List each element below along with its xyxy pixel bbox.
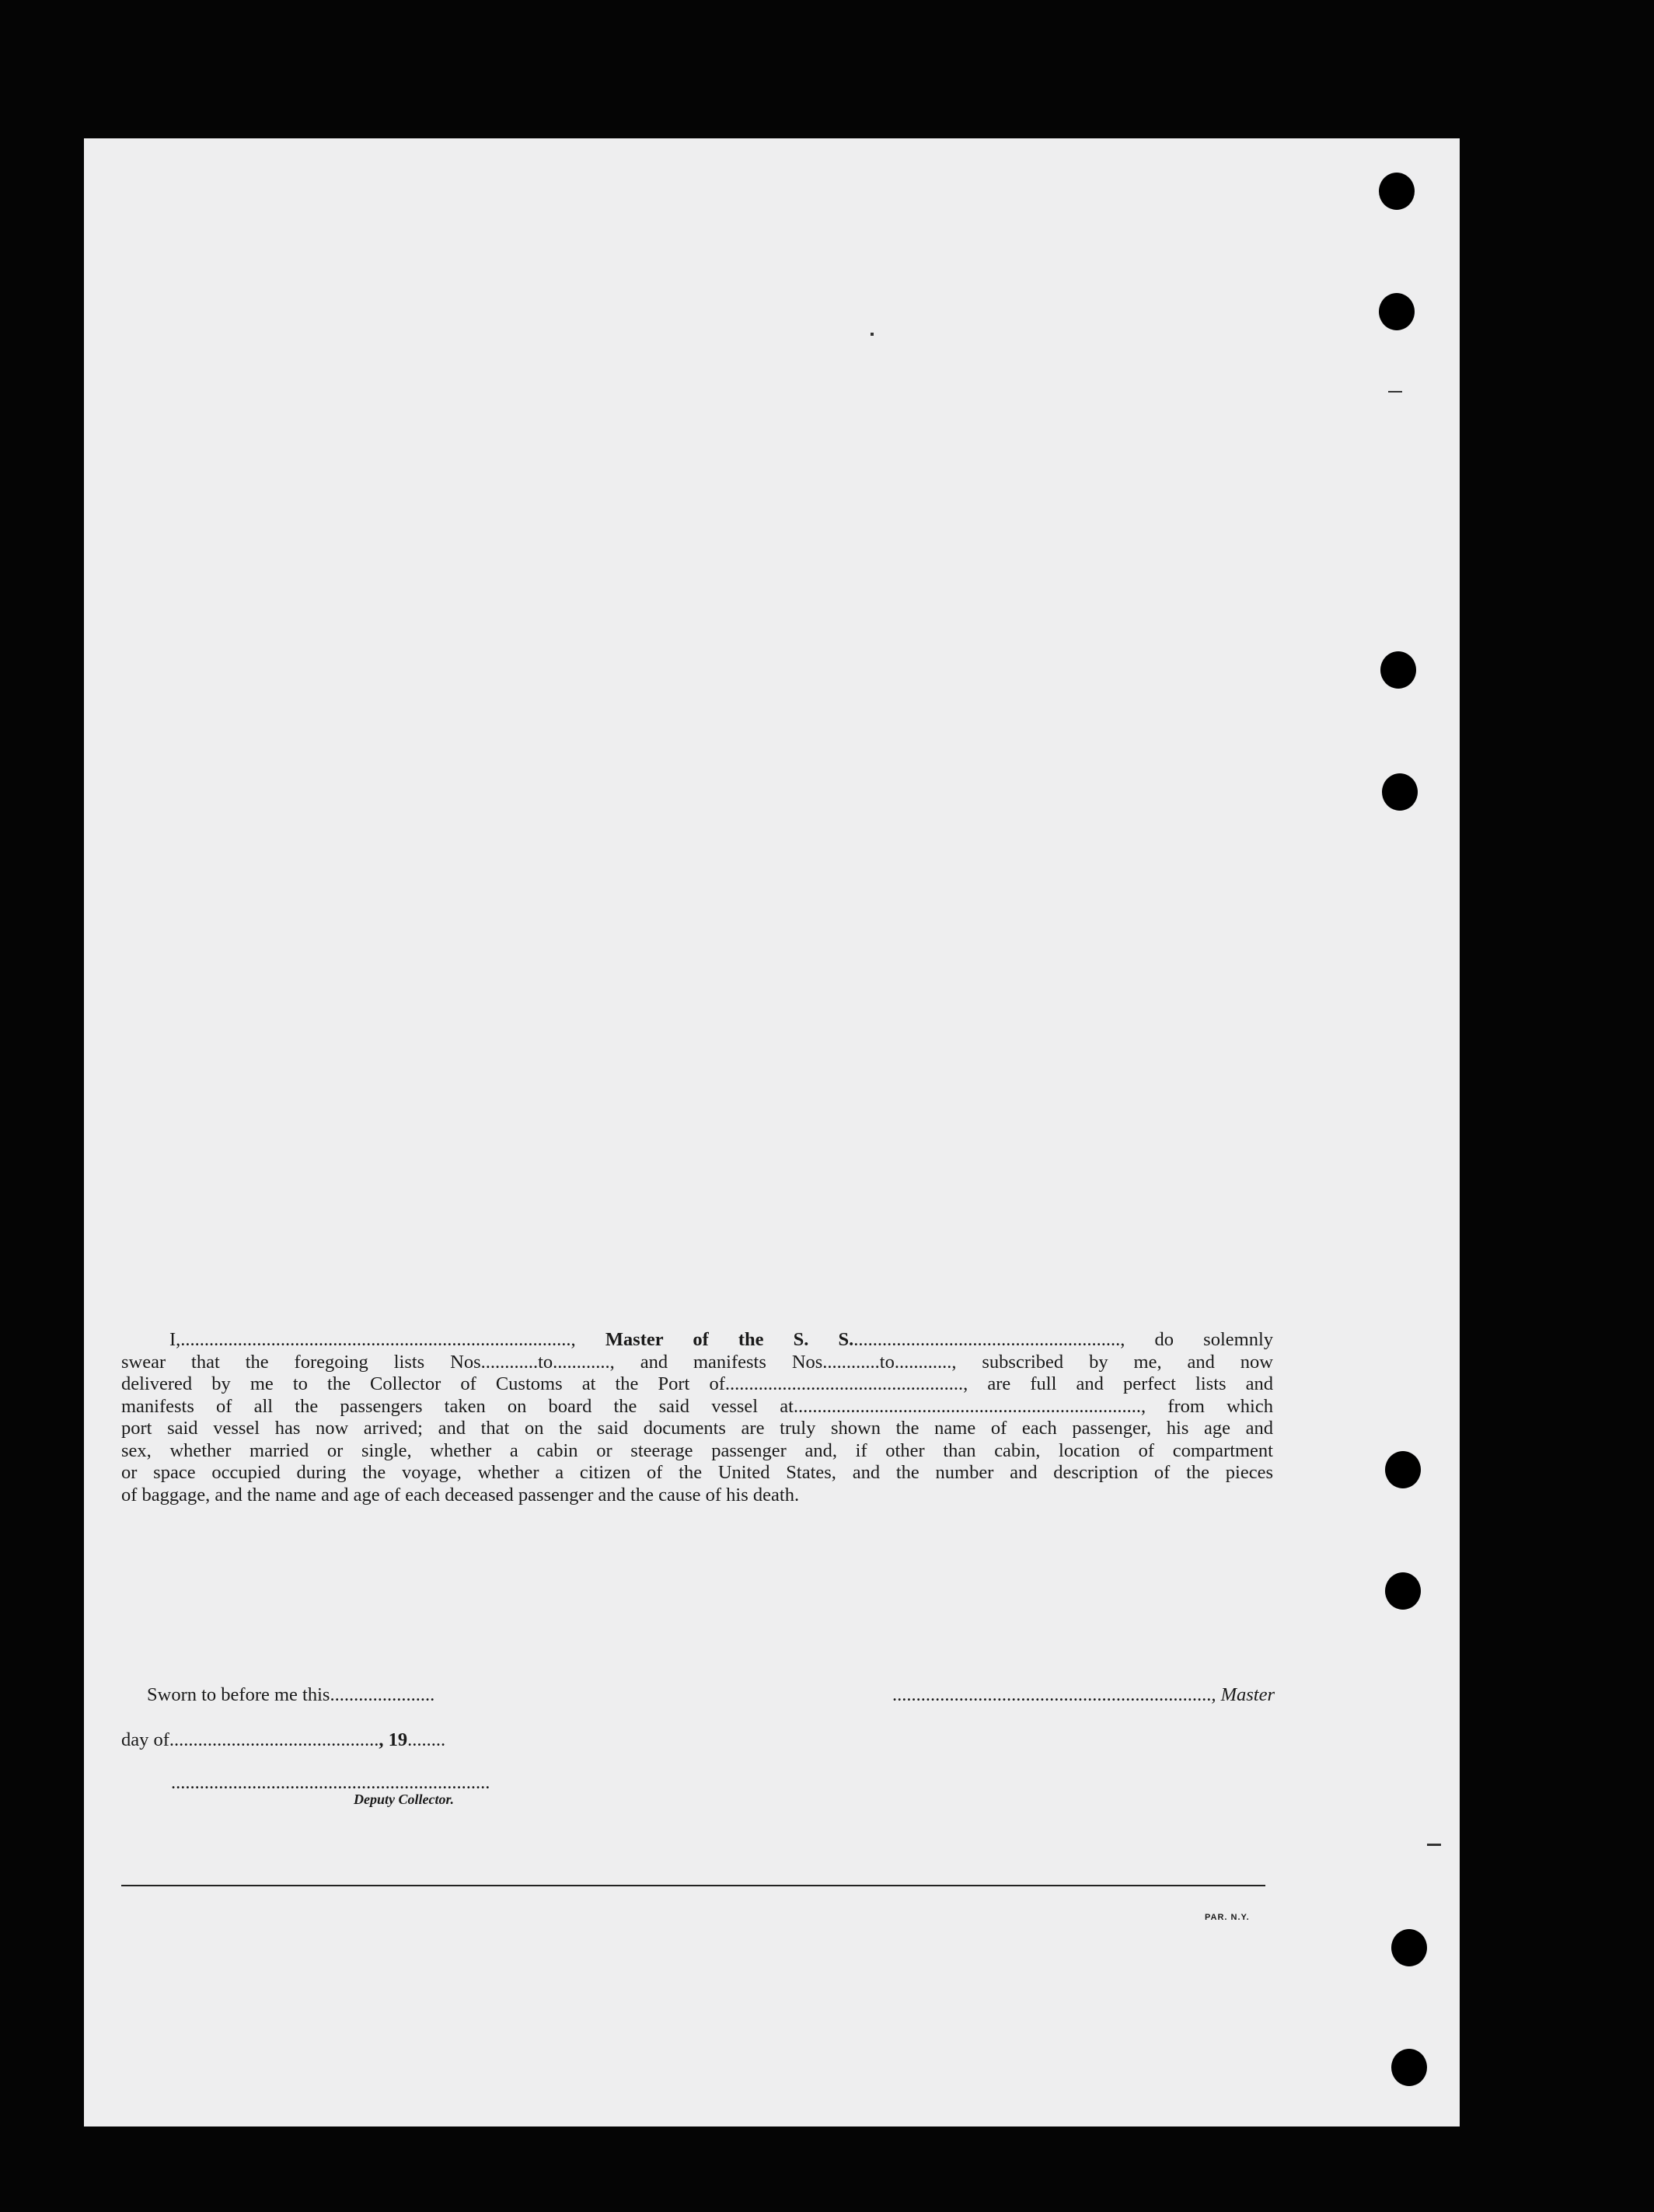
- oath-text: delivered by me to the Collector of Customs at the Port of: [121, 1373, 725, 1394]
- manifest-page: [84, 138, 1460, 2127]
- oath-line-1: I,.................................................................................., Master of the S. S........................................................., do solemnly: [169, 1329, 1273, 1350]
- oath-text: I,: [169, 1329, 181, 1350]
- oath-text: , from which: [1141, 1395, 1273, 1417]
- binder-hole: [1379, 293, 1415, 330]
- oath-line-5: port said vessel has now arrived; and that on the said documents are truly shown the name of each passenger, his age and: [121, 1418, 1273, 1439]
- day-of-label: day of: [121, 1729, 169, 1750]
- binder-hole: [1380, 651, 1416, 689]
- ship-label: Master of the S. S.: [605, 1329, 854, 1350]
- oath-text: to: [538, 1351, 553, 1373]
- oath-line-2: swear that the foregoing lists Nos............to............, and manifests Nos............to............, subscribed by me, and now: [121, 1351, 1273, 1373]
- year-label: , 19: [379, 1729, 408, 1750]
- oath-text: swear that the foregoing lists Nos: [121, 1351, 481, 1373]
- deputy-signature-line: ...................................................................: [171, 1772, 490, 1793]
- oath-text: , and manifests Nos: [609, 1351, 823, 1373]
- oath-line-4: manifests of all the passengers taken on board the said vessel at........................................................................., from which: [121, 1395, 1273, 1417]
- oath-text: to: [879, 1351, 895, 1373]
- deputy-collector-label: Deputy Collector.: [354, 1792, 454, 1807]
- binder-hole: [1385, 1451, 1421, 1488]
- masters-oath: [121, 1329, 1273, 1506]
- scan-speck: [1388, 391, 1402, 393]
- binder-hole: [1391, 1929, 1427, 1966]
- footer-rule: [121, 1885, 1265, 1886]
- sworn-to-line: Sworn to before me this......................: [147, 1684, 435, 1705]
- binder-hole: [1385, 1572, 1421, 1610]
- oath-line-3: delivered by me to the Collector of Customs at the Port of.................................................., are full and perfect lists and: [121, 1373, 1274, 1394]
- scan-speck: [871, 333, 874, 336]
- oath-text: manifests of all the passengers taken on board the said vessel at: [121, 1395, 794, 1417]
- oath-text: , subscribed by me, and now: [951, 1351, 1273, 1373]
- binder-hole: [1382, 773, 1418, 811]
- binder-hole: [1391, 2049, 1427, 2086]
- master-label: , Master: [1211, 1684, 1275, 1705]
- master-signature-line: ..................................................................., Master: [892, 1684, 1275, 1705]
- oath-text: , do solemnly: [1120, 1329, 1273, 1350]
- sworn-label: Sworn to before me this: [147, 1684, 330, 1705]
- printer-mark: PAR. N.Y.: [1205, 1913, 1250, 1922]
- oath-line-7: or space occupied during the voyage, whether a citizen of the United States, and the number and description of the pieces: [121, 1462, 1273, 1483]
- day-of-line: day of............................................, 19........: [121, 1729, 446, 1750]
- oath-line-8: of baggage, and the name and age of each deceased passenger and the cause of his death.: [121, 1484, 800, 1505]
- oath-line-6: sex, whether married or single, whether a cabin or steerage passenger and, if other than cabin, location of compartment: [121, 1439, 1273, 1461]
- binder-hole: [1379, 173, 1415, 210]
- oath-text: , are full and perfect lists and: [963, 1373, 1274, 1394]
- scan-speck: [1427, 1844, 1441, 1846]
